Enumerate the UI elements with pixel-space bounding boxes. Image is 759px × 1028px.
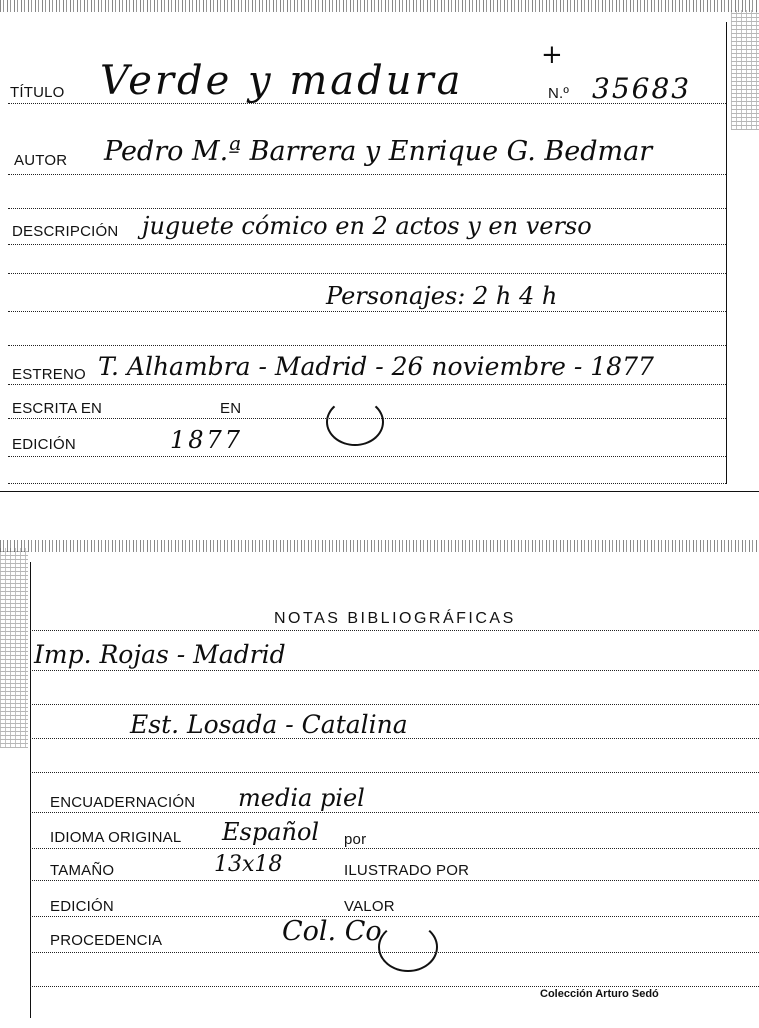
field-label-valor: VALOR: [344, 898, 395, 915]
rule-line: [8, 456, 726, 457]
field-value-encuadernacion: media piel: [238, 784, 365, 812]
rule-line: [8, 418, 726, 419]
card-edge-noise: [0, 0, 759, 12]
field-label-autor: AUTOR: [14, 152, 68, 169]
field-label-procedencia: PROCEDENCIA: [50, 932, 163, 949]
card-edge-noise: [731, 10, 759, 130]
catalog-card-main: [0, 0, 759, 492]
field-label-encuadernacion: ENCUADERNACIÓN: [50, 794, 196, 811]
rule-line: [8, 345, 726, 346]
rule-line: [30, 916, 759, 917]
rule-line: [8, 244, 726, 245]
field-label-estreno: ESTRENO: [12, 366, 86, 383]
rule-line: [8, 273, 726, 274]
cross-mark: +: [541, 40, 563, 70]
field-label-idioma: IDIOMA ORIGINAL: [50, 829, 182, 846]
card-bottom-edge: [0, 491, 759, 492]
rule-line: [8, 384, 726, 385]
field-label-ilustrado: ILUSTRADO POR: [344, 862, 470, 879]
rule-line: [30, 704, 759, 705]
field-label-edicion-notes: EDICIÓN: [50, 898, 114, 915]
punched-hole-mark: [326, 398, 384, 446]
rule-line: [30, 670, 759, 671]
punched-hole-mark: [378, 922, 438, 972]
collection-footer: Colección Arturo Sedó: [540, 988, 659, 1000]
note-line-imprenta: Imp. Rojas - Madrid: [34, 640, 286, 669]
field-value-estreno: T. Alhambra - Madrid - 26 noviembre - 1877: [98, 352, 654, 381]
rule-line: [30, 772, 759, 773]
rule-line: [30, 880, 759, 881]
field-label-en: EN: [220, 400, 242, 417]
rule-line: [30, 848, 759, 849]
number-label: N.º: [548, 85, 570, 102]
card-right-border: [726, 22, 727, 484]
rule-line: [8, 311, 726, 312]
rule-line: [30, 630, 759, 631]
field-value-edicion: 1877: [170, 426, 244, 454]
field-label-edicion: EDICIÓN: [12, 436, 76, 453]
field-label-tamano: TAMAÑO: [50, 862, 115, 879]
field-value-procedencia: Col. Co: [282, 916, 382, 947]
field-value-titulo: Verde y madura: [100, 58, 464, 104]
field-label-por: por: [344, 831, 367, 848]
field-value-idioma: Español: [222, 818, 320, 846]
card-edge-noise: [0, 540, 759, 552]
rule-line: [8, 208, 726, 209]
rule-line: [30, 986, 759, 987]
rule-line: [8, 174, 726, 175]
field-value-personajes: Personajes: 2 h 4 h: [326, 282, 558, 310]
rule-line: [30, 952, 759, 953]
catalog-card-notes: [0, 540, 759, 1028]
rule-line: [30, 738, 759, 739]
field-value-descripcion: juguete cómico en 2 actos y en verso: [142, 212, 592, 240]
note-line-establecimiento: Est. Losada - Catalina: [130, 710, 408, 739]
field-label-titulo: TÍTULO: [10, 84, 65, 101]
rule-line: [8, 483, 726, 484]
rule-line: [30, 812, 759, 813]
card-edge-noise: [0, 548, 28, 748]
field-label-descripcion: DESCRIPCIÓN: [12, 223, 119, 240]
field-value-tamano: 13x18: [214, 852, 283, 877]
field-value-autor: Pedro M.ª Barrera y Enrique G. Bedmar: [104, 136, 653, 167]
field-label-escrita-en: ESCRITA EN: [12, 400, 103, 417]
catalog-number: 35683: [592, 72, 692, 105]
section-heading: NOTAS BIBLIOGRÁFICAS: [274, 610, 516, 627]
rule-line: [8, 103, 726, 104]
